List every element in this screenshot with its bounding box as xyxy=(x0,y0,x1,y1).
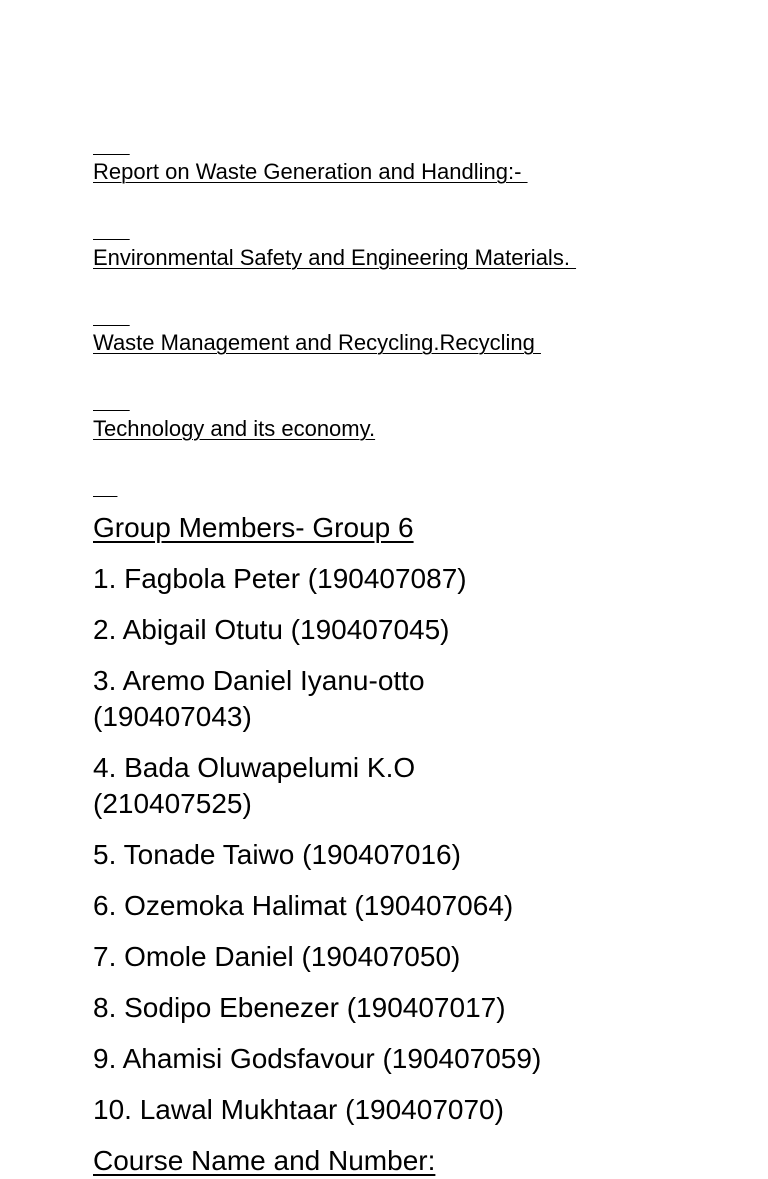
member-item: 6. Ozemoka Halimat (190407064) xyxy=(93,890,514,921)
member-item: 3. Aremo Daniel Iyanu-otto (190407043) xyxy=(93,665,425,732)
member-item: 7. Omole Daniel (190407050) xyxy=(93,941,461,972)
member-item: 9. Ahamisi Godsfavour (190407059) xyxy=(93,1043,542,1074)
course-name-heading: Course Name and Number: xyxy=(93,1145,436,1176)
group-members-heading: Group Members- Group 6 xyxy=(93,512,414,543)
document-content xyxy=(93,101,733,1179)
member-item: 10. Lawal Mukhtaar (190407070) xyxy=(93,1094,504,1125)
group-members-list xyxy=(93,561,733,1128)
report-title-line: Waste Management and Recycling.Recycling xyxy=(93,330,541,355)
report-title xyxy=(93,101,733,500)
member-item: 1. Fagbola Peter (190407087) xyxy=(93,563,467,594)
member-item: 4. Bada Oluwapelumi K.O (210407525) xyxy=(93,752,416,819)
report-title-line: Technology and its economy. xyxy=(93,415,376,441)
report-title-line: Environmental Safety and Engineering Materials. xyxy=(93,244,577,270)
member-item: 2. Abigail Otutu (190407045) xyxy=(93,614,450,645)
report-title-line: Report on Waste Generation and Handling:- xyxy=(93,159,528,184)
member-item: 5. Tonade Taiwo (190407016) xyxy=(93,839,461,870)
member-item: 8. Sodipo Ebenezer (190407017) xyxy=(93,992,506,1023)
